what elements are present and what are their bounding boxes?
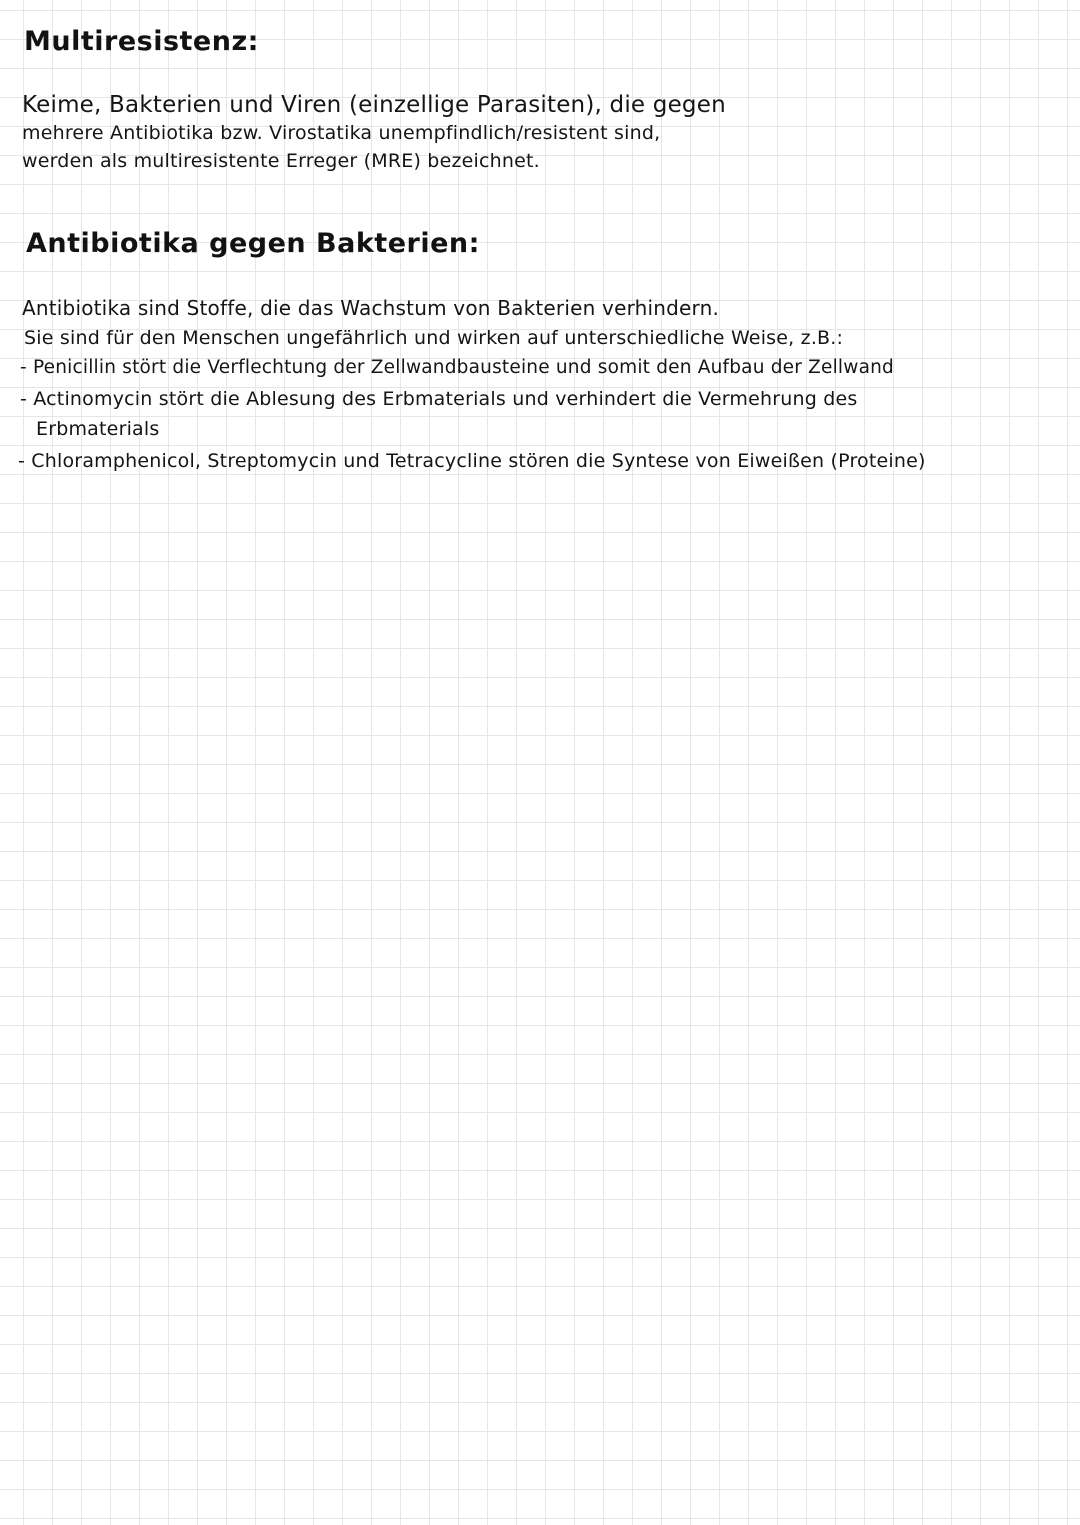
paragraph-line: werden als multiresistente Erreger (MRE) bezeichnet. (22, 150, 540, 172)
paragraph-line: Keime, Bakterien und Viren (einzellige Parasiten), die gegen (22, 92, 726, 118)
list-item: - Chloramphenicol, Streptomycin und Tetracycline stören die Syntese von Eiweißen (Proteine) (18, 450, 926, 472)
paragraph-line: mehrere Antibiotika bzw. Virostatika unempfindlich/resistent sind, (22, 122, 661, 144)
list-item: - Actinomycin stört die Ablesung des Erbmaterials und verhindert die Vermehrung des (20, 388, 858, 410)
paragraph-line: Sie sind für den Menschen ungefährlich und wirken auf unterschiedliche Weise, z.B.: (24, 327, 844, 349)
list-item: - Penicillin stört die Verflechtung der Zellwandbausteine und somit den Aufbau der Zellwand (20, 357, 895, 378)
list-item-continuation: Erbmaterials (36, 418, 160, 440)
heading-antibiotika: Antibiotika gegen Bakterien: (26, 228, 480, 259)
paragraph-line: Antibiotika sind Stoffe, die das Wachstum von Bakterien verhindern. (22, 296, 720, 320)
heading-multiresistenz: Multiresistenz: (24, 26, 259, 57)
